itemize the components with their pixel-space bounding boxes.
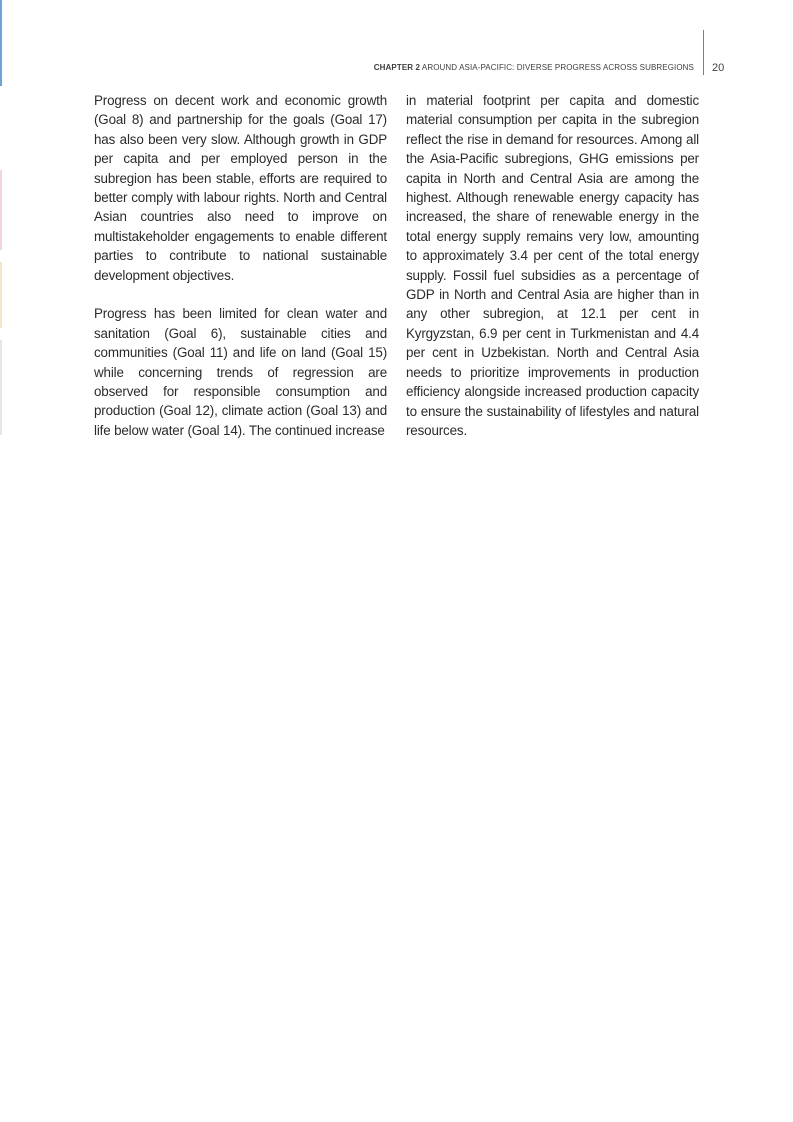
paragraph: Progress on decent work and economic growth (Goal 8) and partnership for the goals (Goal 17) has also been very slow. Although growth in GDP per capita and per employed person in the subregion has been stable, efforts are required to better comply with labour rights. North and Central Asian countries also need to improve on multistakeholder engagements to enable different parties to contribute to national sustainable development objectives.	[94, 93, 387, 283]
paragraph: in material footprint per capita and domestic material consumption per capita in the subregion reflect the rise in demand for resources. Among all the Asia-Pacific subregions, GHG emissions per capita in North and Central Asia are among the highest. Although renewable energy capacity has increased, the share of renewable energy in the total energy supply remains very low, amounting to approximately 3.4 per cent of the total energy supply. Fossil fuel subsidies as a percentage of GDP in North and Central Asia are higher than in any other subregion, at 12.1 per cent in Kyrgyzstan, 6.9 per cent in Turkmenistan and 4.4 per cent in Uzbekistan. North and Central Asia needs to prioritize improvements in production efficiency alongside increased production capacity to ensure the sustainability of lifestyles and natural resources.	[406, 93, 699, 438]
left-edge-accent-pink	[0, 170, 2, 250]
header-divider	[703, 30, 704, 75]
chapter-label: CHAPTER 2	[373, 63, 421, 72]
left-edge-accent-grey	[0, 340, 2, 435]
page-number: 20	[712, 62, 725, 74]
left-column	[94, 91, 387, 440]
left-edge-accent-gold	[0, 262, 2, 328]
running-header	[374, 63, 694, 72]
right-column	[406, 91, 699, 440]
paragraph: Progress has been limited for clean water and sanitation (Goal 6), sustainable cities and communities (Goal 11) and life on land (Goal 15) while concerning trends of regression are observed for responsible consumption and production (Goal 12), climate action (Goal 13) and life below water (Goal 14). The continued increase	[94, 306, 387, 438]
left-edge-accent-blue	[0, 0, 2, 86]
chapter-title: AROUND ASIA-PACIFIC: DIVERSE PROGRESS ACROSS SUBREGIONS	[421, 63, 694, 72]
